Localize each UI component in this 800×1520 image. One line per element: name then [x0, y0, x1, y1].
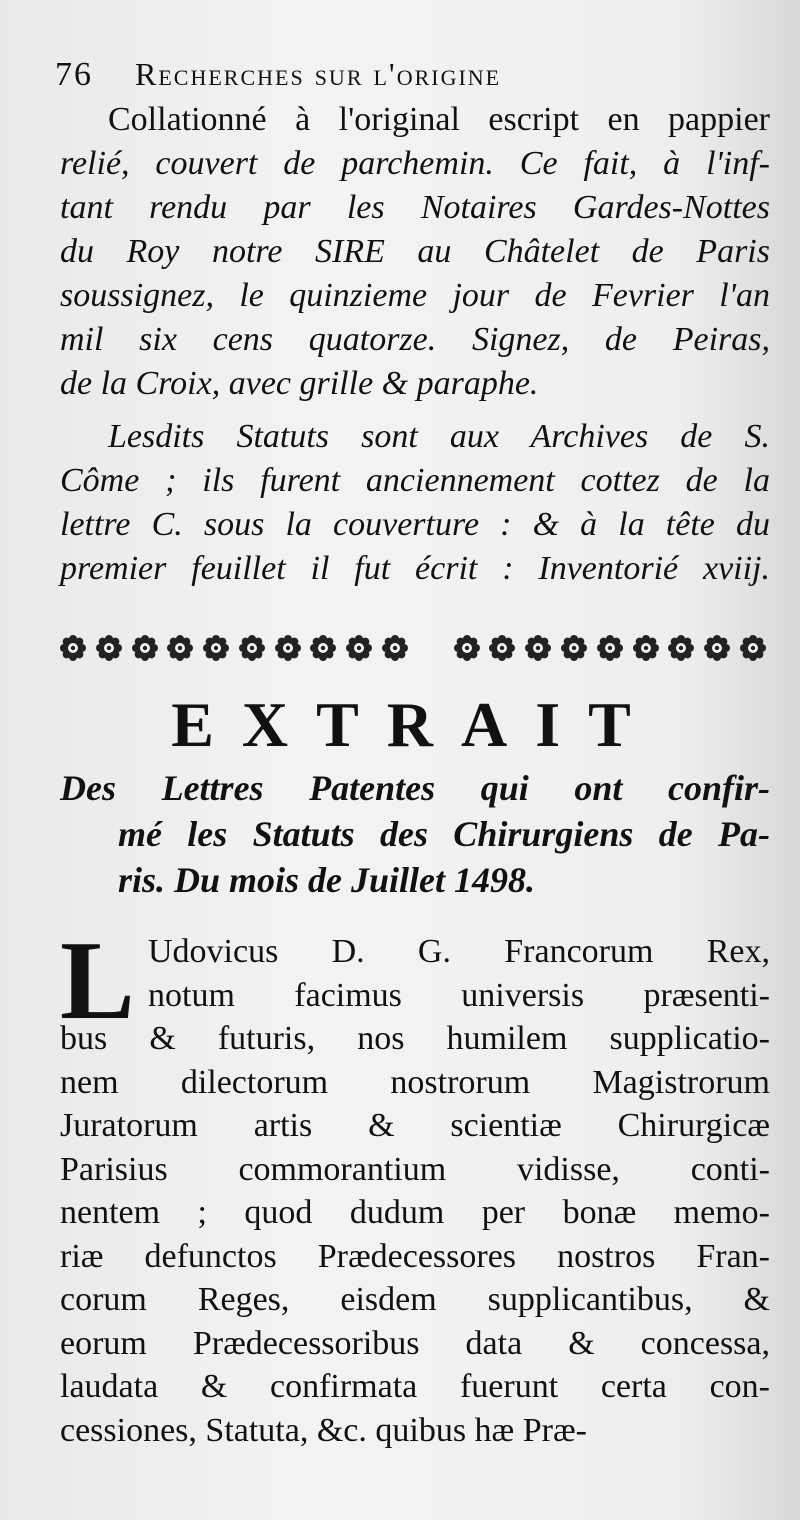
rosette-ornament-icon: [165, 633, 195, 663]
rosette-ornament-icon: [523, 633, 553, 663]
ornament-band: [58, 628, 768, 668]
running-header: [55, 56, 755, 102]
rosette-ornament-icon: [94, 633, 124, 663]
text-line: nem dilectorum nostrorum Magistrorum: [60, 1063, 770, 1101]
text-line: Juratorum artis & scientiæ Chirurgicæ: [60, 1107, 770, 1144]
subtitle-line: mé les Statuts des Chirurgiens de Pa-: [118, 814, 770, 854]
text-line: bus & futuris, nos humilem supplicatio-: [60, 1020, 770, 1057]
text-line: cessiones, Statuta, &c. quibus hæ Præ-: [60, 1411, 587, 1449]
rosette-ornament-icon: [559, 633, 589, 663]
text-line: Parisius commorantium vidisse, conti-: [60, 1150, 770, 1188]
text-line: premier feuillet il fut écrit : Inventorié xviij.: [60, 550, 770, 587]
rosette-ornament-icon: [595, 633, 625, 663]
section-heading: EXTRAIT: [171, 689, 659, 760]
rosette-ornament-icon: [201, 633, 231, 663]
rosette-ornament-icon: [702, 633, 732, 663]
rosette-ornament-icon: [487, 633, 517, 663]
text-line: lettre C. sous la couverture : & à la tête du: [60, 506, 770, 543]
rosette-ornament-icon: [380, 633, 410, 663]
rosette-ornament-icon: [631, 633, 661, 663]
archive-paragraph: [60, 415, 770, 591]
rosette-ornament-icon: [666, 633, 696, 663]
rosette-ornament-icon: [308, 633, 338, 663]
collation-paragraph: [60, 98, 770, 406]
page-number: 76: [55, 56, 93, 93]
text-line: eorum Prædecessoribus data & concessa,: [60, 1324, 770, 1362]
rosette-ornament-icon: [130, 633, 160, 663]
rosette-ornament-icon: [237, 633, 267, 663]
text-line: nentem ; quod dudum per bonæ memo-: [60, 1194, 770, 1231]
rosette-ornament-icon: [738, 633, 768, 663]
rosette-ornament-icon: [452, 633, 482, 663]
text-line: soussignez, le quinzieme jour de Fevrier l'an: [60, 277, 770, 314]
subtitle-line: Des Lettres Patentes qui ont confir-: [60, 768, 770, 808]
rosette-ornament-icon: [344, 633, 374, 663]
rosette-ornament-icon: [273, 633, 303, 663]
text-line: corum Reges, eisdem supplicantibus, &: [60, 1281, 770, 1318]
text-line: notum facimus universis præsenti-: [148, 976, 770, 1014]
text-line: Côme ; ils furent anciennement cottez de la: [60, 462, 770, 499]
text-line: Collationné à l'original escript en pappier: [108, 101, 770, 138]
section-subtitle: [60, 765, 770, 903]
text-line: Udovicus D. G. Francorum Rex,: [148, 933, 770, 970]
latin-text-block: [60, 919, 770, 1452]
text-line: [60, 98, 770, 142]
text-line: mil six cens quatorze. Signez, de Peiras,: [60, 321, 770, 358]
text-line: tant rendu par les Notaires Gardes-Nottes: [60, 189, 770, 226]
subtitle-line: ris. Du mois de Juillet 1498.: [118, 860, 536, 900]
running-title: Recherches sur l'origine: [135, 56, 502, 92]
text-line: Lesdits Statuts sont aux Archives de S.: [108, 418, 770, 455]
rosette-ornament-icon: [58, 633, 88, 663]
text-line: riæ defunctos Prædecessores nostros Fran-: [60, 1237, 770, 1275]
drop-cap: L: [60, 919, 135, 1043]
text-line: laudata & confirmata fuerunt certa con-: [60, 1368, 770, 1405]
text-line: de la Croix, avec grille & paraphe.: [60, 365, 539, 402]
text-line: relié, couvert de parchemin. Ce fait, à l'inf-: [60, 145, 770, 182]
text-line: du Roy notre SIRE au Châtelet de Paris: [60, 233, 770, 270]
